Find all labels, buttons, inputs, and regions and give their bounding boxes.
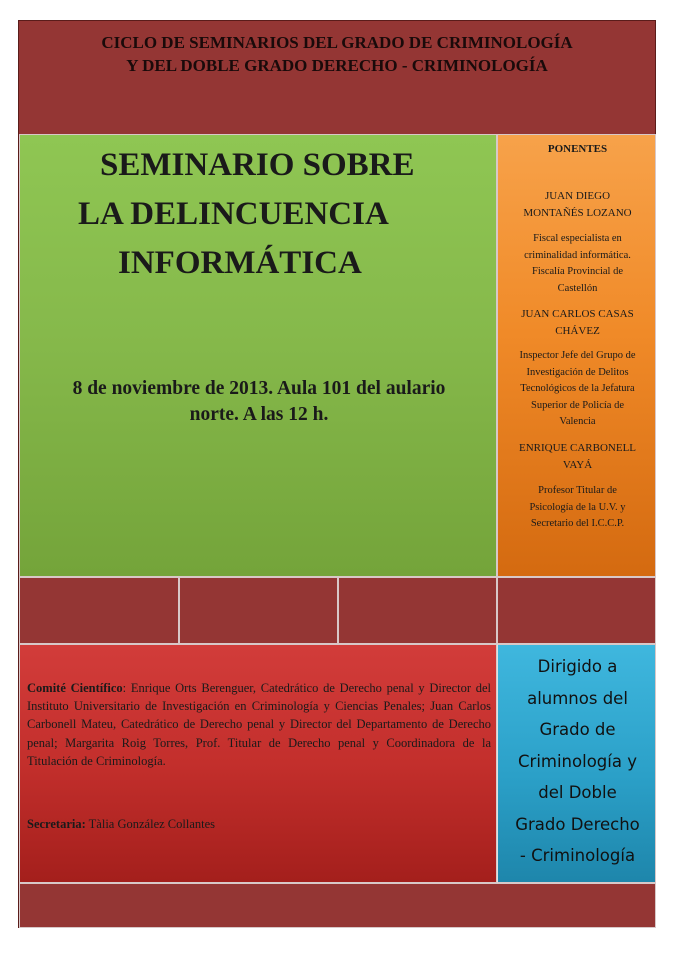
committee-text bbox=[27, 679, 491, 770]
speaker-2-name-line-1: JUAN CARLOS CASAS bbox=[521, 308, 634, 320]
speaker-3-role-line: Secretario del I.C.C.P. bbox=[530, 518, 625, 529]
series-header-line-1: CICLO DE SEMINARIOS DEL GRADO DE CRIMINOLOGÍA bbox=[101, 33, 573, 52]
speakers-panel bbox=[497, 134, 656, 577]
speaker-3-name bbox=[502, 440, 653, 473]
footer-band bbox=[19, 883, 656, 928]
speaker-2-role-line: Valencia bbox=[559, 416, 596, 427]
audience-panel bbox=[497, 644, 656, 883]
secretary-text bbox=[27, 817, 491, 832]
speaker-1-name bbox=[502, 188, 653, 221]
speaker-2-role-line: Investigación de Delitos bbox=[526, 366, 629, 378]
seminar-title-line-3: INFORMÁTICA bbox=[118, 245, 362, 281]
spacer-cell bbox=[497, 577, 656, 644]
seminar-panel bbox=[19, 134, 497, 577]
secretary-label: Secretaria: bbox=[27, 817, 86, 831]
audience-line: alumnos del bbox=[527, 688, 628, 708]
audience-line: Grado de bbox=[539, 720, 616, 739]
audience-line: del Doble bbox=[538, 783, 617, 802]
seminar-date-line-2: norte. A las 12 h. bbox=[189, 404, 329, 425]
audience-line: - Criminología bbox=[519, 846, 636, 865]
speaker-2-name bbox=[502, 306, 653, 339]
seminar-title-line-2: LA DELINCUENCIA bbox=[78, 196, 389, 232]
speaker-3-role-line: Profesor Titular de bbox=[538, 485, 617, 496]
spacer-cell bbox=[19, 577, 179, 644]
committee-panel bbox=[19, 644, 497, 883]
audience-line: Criminología y bbox=[518, 751, 637, 771]
speaker-1-name-line-2: MONTAÑÉS LOZANO bbox=[523, 206, 632, 219]
speaker-1-role-line: criminalidad informática. bbox=[524, 249, 631, 261]
speaker-3-name-line-1: ENRIQUE CARBONELL bbox=[518, 442, 637, 454]
speaker-2-name-line-2: CHÁVEZ bbox=[555, 324, 600, 337]
speaker-3-name-line-2: VAYÁ bbox=[562, 458, 593, 471]
secretary-name: Tàlia González Collantes bbox=[85, 817, 216, 831]
speaker-1-role-line: Castellón bbox=[557, 282, 598, 294]
committee-label: Comité Científico bbox=[27, 681, 123, 695]
audience-line: Dirigido a bbox=[537, 657, 618, 676]
audience-text bbox=[500, 651, 655, 872]
speaker-3-role-line: Psicología de la U.V. y bbox=[529, 501, 626, 513]
speaker-1-role-line: Fiscalía Provincial de bbox=[532, 266, 623, 277]
series-header bbox=[18, 31, 656, 77]
spacer-cell bbox=[179, 577, 338, 644]
spacer-cell bbox=[338, 577, 497, 644]
seminar-date bbox=[20, 376, 498, 428]
seminar-title-line-1: SEMINARIO SOBRE bbox=[100, 147, 415, 183]
committee-members: : Enrique Orts Berenguer, Catedrático de Derecho penal y Director del Instituto Universitario de Investigación en Criminología y Ciencias Penales; Juan Carlos Carbonell Mateu, Catedrático de Derecho penal y Director del Departamento de Derecho penal; Margarita Roig Torres, Prof. Titular de Derecho penal y Coordinadora de la Titulación de Criminología. bbox=[27, 681, 491, 768]
speakers-heading: PONENTES bbox=[547, 143, 608, 155]
series-header-line-2: Y DEL DOBLE GRADO DERECHO - CRIMINOLOGÍA bbox=[126, 56, 548, 75]
speaker-2-role-line: Inspector Jefe del Grupo de bbox=[519, 350, 636, 361]
audience-line: Grado Derecho bbox=[515, 814, 640, 834]
speaker-2-role-line: Tecnológicos de la Jefatura bbox=[520, 383, 635, 394]
speaker-1-role bbox=[502, 231, 653, 297]
speaker-1-role-line: Fiscal especialista en bbox=[533, 233, 622, 244]
speaker-3-role bbox=[502, 483, 653, 533]
seminar-date-line-1: 8 de noviembre de 2013. Aula 101 del aulario bbox=[72, 378, 446, 399]
speaker-2-role bbox=[502, 348, 653, 431]
speaker-1-name-line-1: JUAN DIEGO bbox=[544, 190, 611, 202]
speaker-2-role-line: Superior de Policía de bbox=[530, 399, 625, 411]
